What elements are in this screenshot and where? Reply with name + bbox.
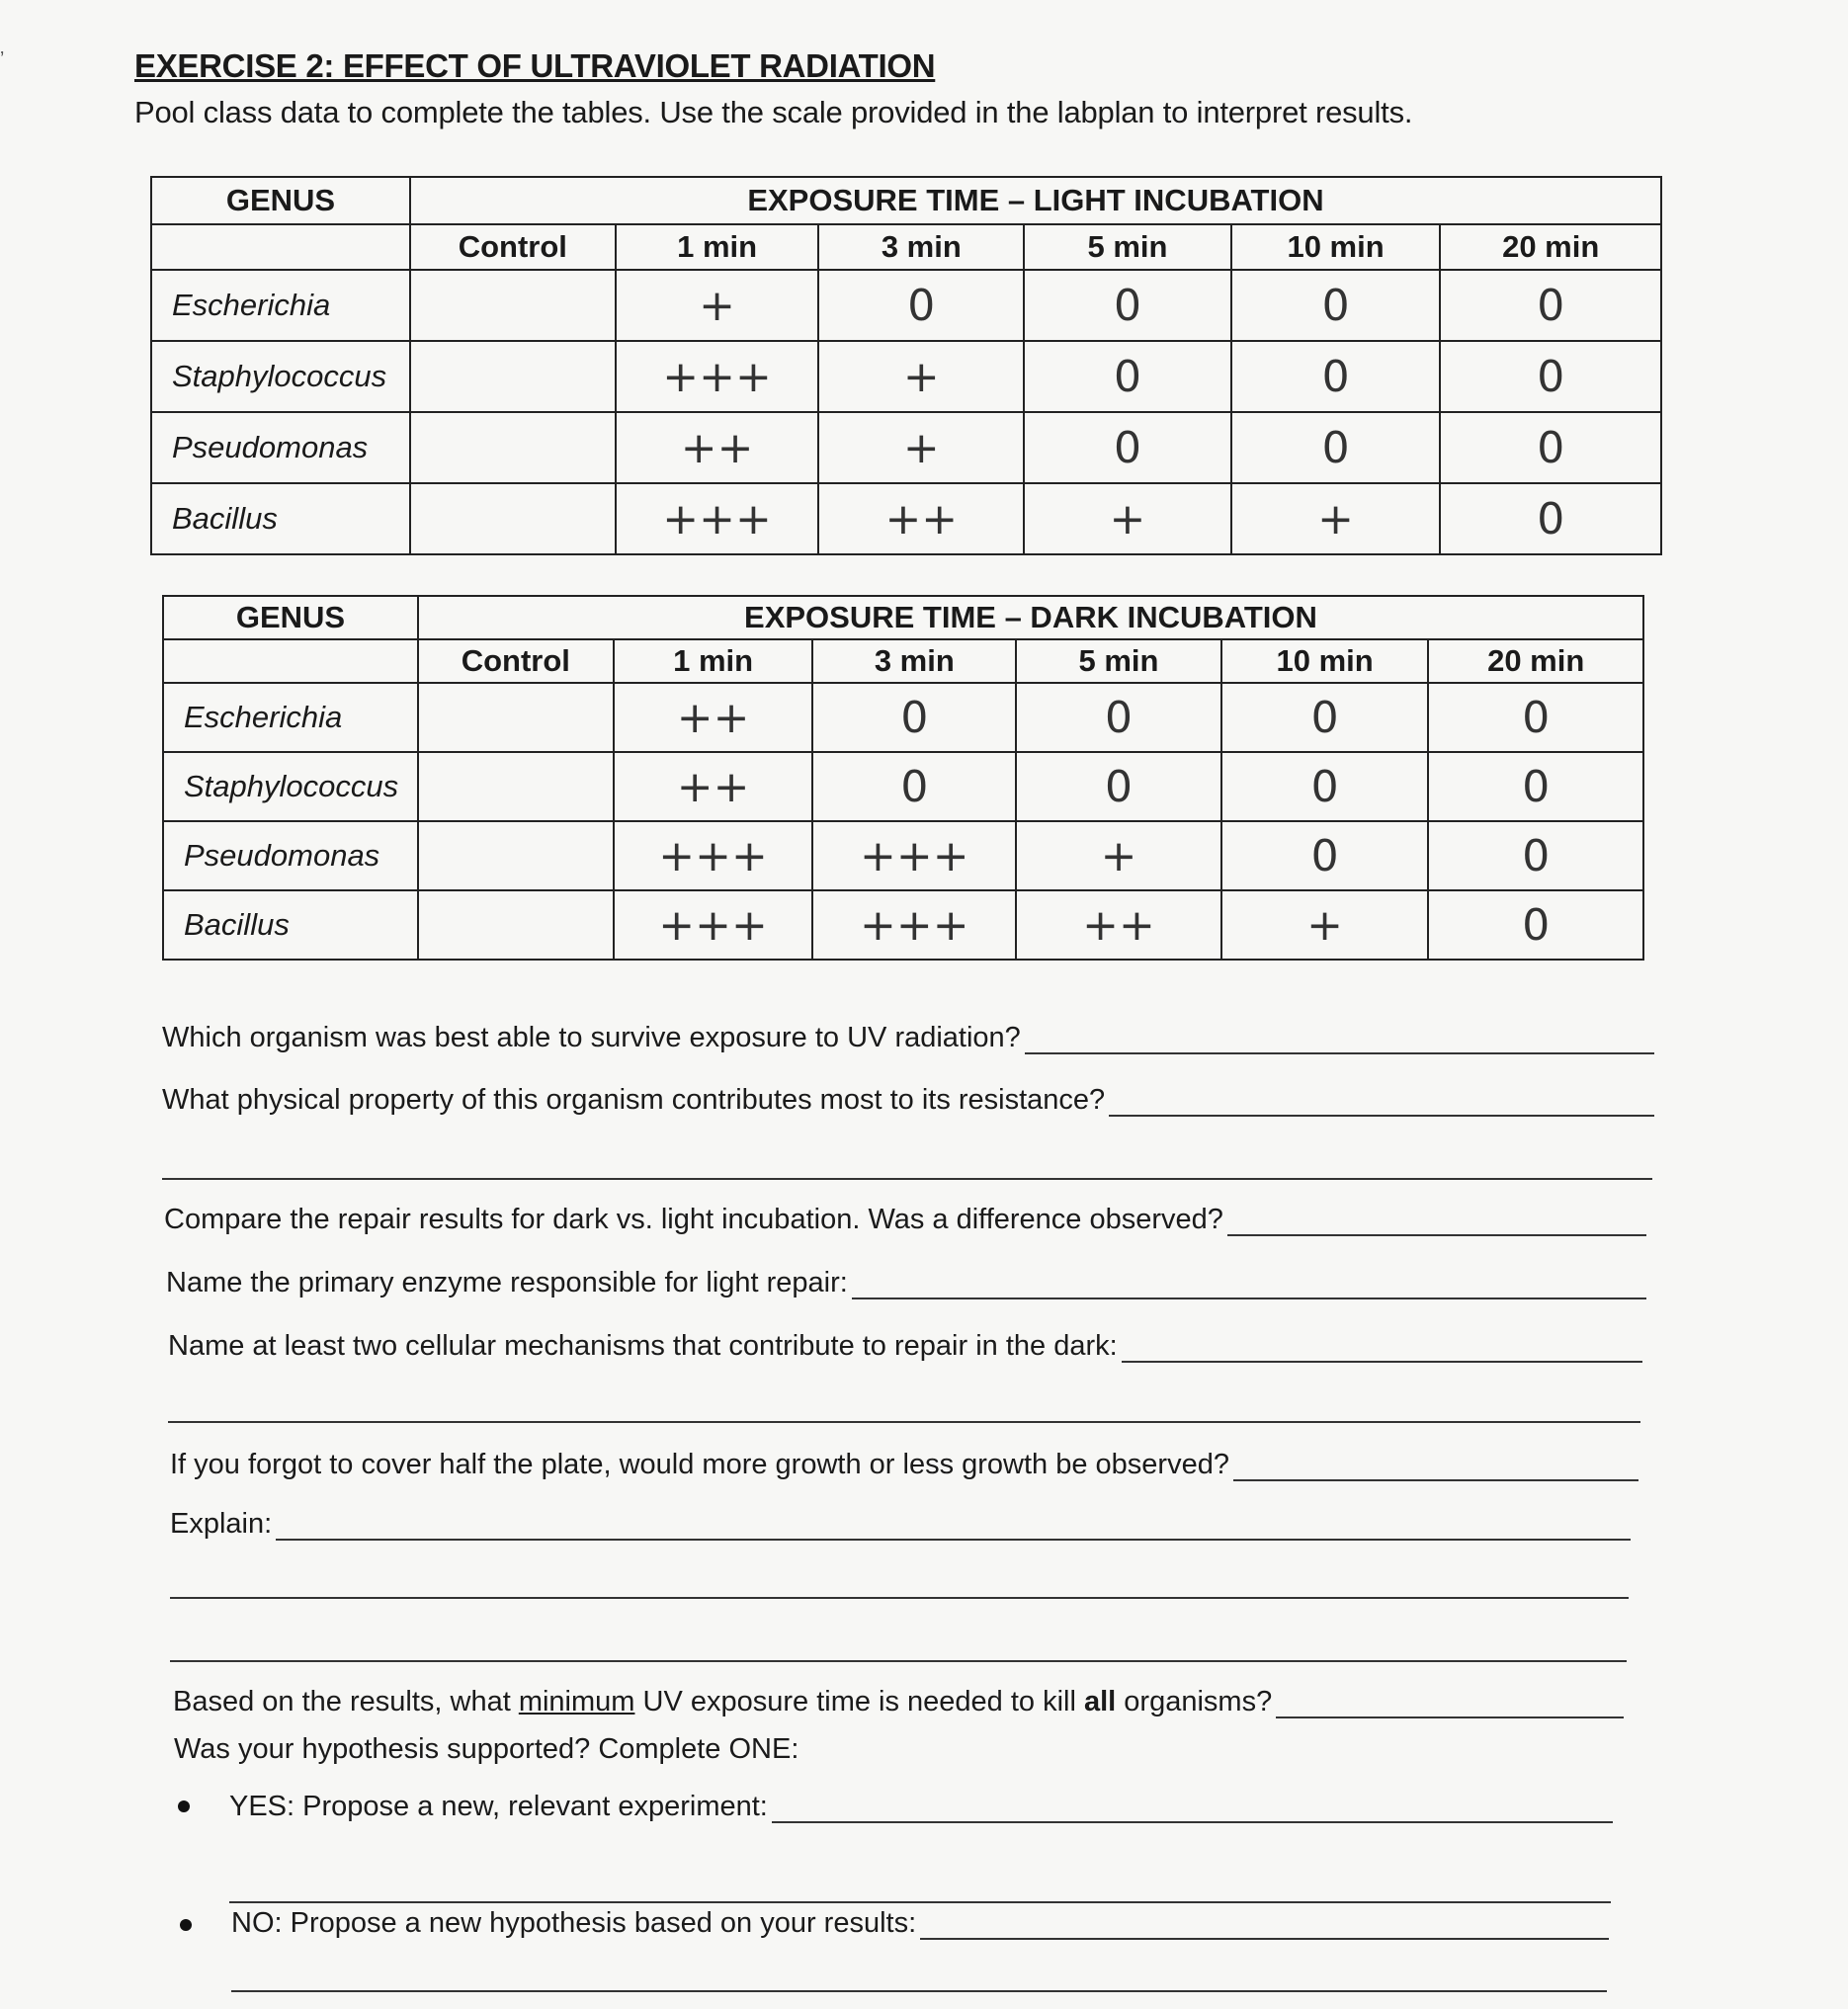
result-cell: 0 — [1231, 270, 1441, 341]
result-cell: + — [1024, 483, 1231, 554]
question-text: Which organism was best able to survive exposure to UV radiation? — [162, 1022, 1021, 1053]
answer-line[interactable] — [1025, 1048, 1654, 1054]
answer-line[interactable] — [170, 1660, 1627, 1662]
answer-line[interactable] — [1233, 1475, 1638, 1481]
table-row — [163, 683, 1643, 752]
column-header: 10 min — [1221, 639, 1429, 683]
result-cell: 0 — [1428, 821, 1643, 890]
column-header: 20 min — [1440, 224, 1661, 270]
question-hypothesis — [174, 1733, 798, 1766]
table-row — [163, 752, 1643, 821]
question-text — [173, 1686, 1272, 1718]
table-row — [163, 890, 1643, 960]
option-no — [231, 1907, 1609, 1940]
result-cell: + — [1016, 821, 1221, 890]
table-row — [151, 412, 1661, 483]
page-mark: ʼ — [0, 49, 5, 71]
question-text-part: UV exposure time is needed to kill — [634, 1686, 1084, 1717]
result-cell: 0 — [1428, 683, 1643, 752]
answer-line[interactable] — [168, 1421, 1640, 1423]
answer-line[interactable] — [852, 1294, 1646, 1299]
question-repair-comparison — [164, 1204, 1646, 1236]
result-cell — [418, 752, 614, 821]
option-yes — [229, 1791, 1613, 1823]
result-cell: 0 — [812, 683, 1016, 752]
question-text-part: organisms? — [1116, 1686, 1273, 1717]
result-cell: 0 — [1221, 821, 1429, 890]
dark-incubation-table — [162, 595, 1644, 961]
question-text: If you forgot to cover half the plate, would more growth or less growth be observed? — [170, 1449, 1229, 1480]
genus-name: Staphylococcus — [163, 752, 418, 821]
column-header: Control — [418, 639, 614, 683]
result-cell: 0 — [818, 270, 1024, 341]
result-cell: 0 — [1016, 752, 1221, 821]
result-cell: 0 — [1428, 890, 1643, 960]
genus-name: Bacillus — [151, 483, 410, 554]
result-cell: + — [818, 412, 1024, 483]
result-cell: + — [1231, 483, 1441, 554]
answer-line[interactable] — [162, 1178, 1652, 1180]
genus-name: Pseudomonas — [151, 412, 410, 483]
table-row — [151, 270, 1661, 341]
instructions: Pool class data to complete the tables. Use the scale provided in the labplan to interpret results. — [134, 95, 1413, 129]
question-minimum-exposure — [173, 1686, 1624, 1718]
result-cell: +++ — [616, 341, 819, 412]
result-cell: 0 — [1221, 683, 1429, 752]
blank-header-cell — [163, 639, 418, 683]
result-cell: + — [818, 341, 1024, 412]
question-text: Name the primary enzyme responsible for light repair: — [166, 1267, 848, 1298]
answer-line[interactable] — [229, 1901, 1611, 1903]
exposure-header: EXPOSURE TIME – DARK INCUBATION — [418, 596, 1643, 639]
result-cell — [410, 270, 616, 341]
result-cell: 0 — [1440, 412, 1661, 483]
question-light-repair-enzyme — [166, 1267, 1646, 1299]
result-cell: +++ — [614, 890, 813, 960]
question-physical-property — [162, 1084, 1654, 1117]
table-row — [151, 341, 1661, 412]
column-header: 3 min — [812, 639, 1016, 683]
answer-line[interactable] — [1276, 1713, 1624, 1718]
result-cell: 0 — [1231, 412, 1441, 483]
genus-name: Escherichia — [151, 270, 410, 341]
genus-header: GENUS — [151, 177, 410, 224]
result-cell — [410, 412, 616, 483]
genus-name: Bacillus — [163, 890, 418, 960]
result-cell: 0 — [1231, 341, 1441, 412]
exposure-header: EXPOSURE TIME – LIGHT INCUBATION — [410, 177, 1661, 224]
answer-line[interactable] — [170, 1597, 1629, 1599]
result-cell: 0 — [1016, 683, 1221, 752]
light-incubation-table — [150, 176, 1662, 555]
bullet-icon — [180, 1919, 192, 1931]
answer-line[interactable] — [1122, 1357, 1642, 1363]
result-cell: ++ — [614, 752, 813, 821]
emphasis-minimum: minimum — [518, 1686, 635, 1717]
result-cell: ++ — [818, 483, 1024, 554]
column-header: 3 min — [818, 224, 1024, 270]
column-header: 20 min — [1428, 639, 1643, 683]
column-header: 1 min — [614, 639, 813, 683]
blank-header-cell — [151, 224, 410, 270]
result-cell: ++ — [616, 412, 819, 483]
emphasis-all: all — [1084, 1686, 1117, 1717]
question-explain — [170, 1508, 1631, 1541]
genus-name: Escherichia — [163, 683, 418, 752]
genus-name: Staphylococcus — [151, 341, 410, 412]
question-dark-repair-mechanisms — [168, 1330, 1642, 1363]
exercise-title: EXERCISE 2: EFFECT OF ULTRAVIOLET RADIATION — [134, 47, 936, 84]
result-cell: 0 — [1024, 412, 1231, 483]
result-cell: 0 — [1428, 752, 1643, 821]
question-text: Was your hypothesis supported? Complete ONE: — [174, 1733, 799, 1765]
result-cell: 0 — [1024, 270, 1231, 341]
column-header: 5 min — [1024, 224, 1231, 270]
question-text: What physical property of this organism contributes most to its resistance? — [162, 1084, 1106, 1116]
answer-line[interactable] — [276, 1535, 1631, 1541]
question-text-part: Based on the results, what — [173, 1686, 519, 1717]
option-text: YES: Propose a new, relevant experiment: — [229, 1791, 768, 1822]
question-best-survivor — [162, 1022, 1654, 1054]
result-cell — [410, 341, 616, 412]
genus-name: Pseudomonas — [163, 821, 418, 890]
result-cell: 0 — [1024, 341, 1231, 412]
result-cell: 0 — [1440, 341, 1661, 412]
result-cell: 0 — [1440, 483, 1661, 554]
result-cell: +++ — [812, 821, 1016, 890]
table-row — [151, 483, 1661, 554]
result-cell: + — [616, 270, 819, 341]
result-cell — [418, 683, 614, 752]
answer-line[interactable] — [920, 1934, 1609, 1940]
result-cell: ++ — [1016, 890, 1221, 960]
result-cell: +++ — [812, 890, 1016, 960]
answer-line[interactable] — [231, 1990, 1607, 1992]
question-text: Compare the repair results for dark vs. light incubation. Was a difference observed? — [164, 1204, 1223, 1235]
bullet-icon — [178, 1800, 190, 1812]
table-row — [163, 821, 1643, 890]
result-cell — [418, 890, 614, 960]
genus-header: GENUS — [163, 596, 418, 639]
result-cell: +++ — [614, 821, 813, 890]
option-text: NO: Propose a new hypothesis based on your results: — [231, 1907, 917, 1939]
question-text: Name at least two cellular mechanisms that contribute to repair in the dark: — [168, 1330, 1118, 1362]
column-header: 5 min — [1016, 639, 1221, 683]
result-cell: + — [1221, 890, 1429, 960]
answer-line[interactable] — [772, 1817, 1613, 1823]
column-header: 1 min — [616, 224, 819, 270]
result-cell: 0 — [1221, 752, 1429, 821]
question-uncovered-plate — [170, 1449, 1638, 1481]
result-cell — [418, 821, 614, 890]
question-text: Explain: — [170, 1508, 273, 1540]
column-header: Control — [410, 224, 616, 270]
column-header: 10 min — [1231, 224, 1441, 270]
result-cell — [410, 483, 616, 554]
answer-line[interactable] — [1109, 1111, 1654, 1117]
result-cell: ++ — [614, 683, 813, 752]
result-cell: +++ — [616, 483, 819, 554]
answer-line[interactable] — [1227, 1230, 1646, 1236]
result-cell: 0 — [812, 752, 1016, 821]
result-cell: 0 — [1440, 270, 1661, 341]
